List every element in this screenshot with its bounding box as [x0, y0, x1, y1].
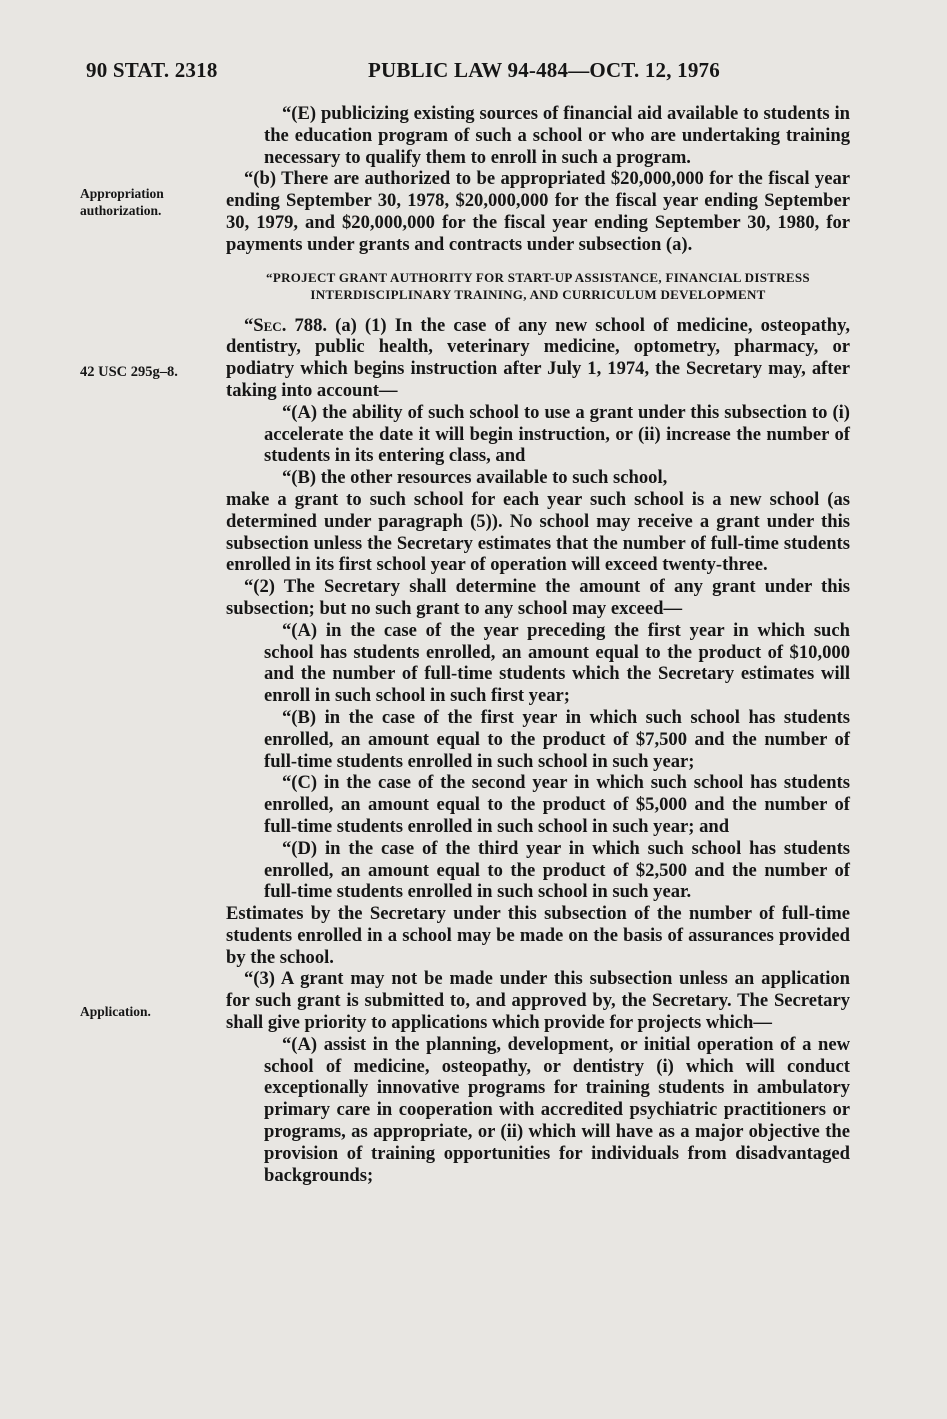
- section-label: “Sec.: [244, 314, 287, 336]
- paragraph-2-c: “(C) in the case of the second year in which such school has students enrolled, an amount equal to the product of $5,000 and the number of full-time students enrolled in such school in such year; and: [264, 772, 850, 837]
- section-heading: “PROJECT GRANT AUTHORITY FOR START-UP ASSISTANCE, FINANCIAL DISTRESS INTERDISCIPLINARY TRAINING, AND CURRICULUM DEVELOPMENT: [266, 269, 810, 302]
- paragraph-make-grant: make a grant to such school for each year such school is a new school (as determined under paragraph (5)). No school may receive a grant under this subsection unless the Secretary estimates that the number of full-time students enrolled in its first school year of operation will exceed twenty-three.: [226, 488, 850, 576]
- paragraph-a1-b: “(B) the other resources available to such school,: [282, 467, 668, 489]
- paragraph-e: “(E) publicizing existing sources of financial aid available to students in the education program of such a school or who are undertaking training necessary to qualify them to enroll in such a program.: [264, 103, 850, 168]
- statute-reference: 90 STAT. 2318: [86, 58, 218, 82]
- paragraph-a1-a: “(A) the ability of such school to use a grant under this subsection to (i) accelerate the date it will begin instruction, or (ii) increase the number of students in its entering class, and: [264, 401, 850, 467]
- paragraph-3-a: “(A) assist in the planning, development, or initial operation of a new school of medicine, osteopathy, or dentistry (i) which will conduct exceptionally innovative programs for training students in ambulatory primary care in cooperation with accredited psychiatric practitioners or programs, as appropriate, or (ii) which will have as a major objective the provision of training opportunities for individuals from disadvantaged backgrounds;: [264, 1033, 850, 1186]
- page-header: [86, 58, 856, 88]
- public-law-reference: PUBLIC LAW 94-484—OCT. 12, 1976: [368, 58, 720, 82]
- paragraph-2: “(2) The Secretary shall determine the amount of any grant under this subsection; but no such grant to any school may exceed—: [226, 576, 850, 619]
- margin-note-appropriation: Appropriation authorization.: [80, 186, 164, 218]
- margin-note-application: Application.: [80, 1004, 151, 1019]
- paragraph-sec-788: [226, 315, 850, 402]
- document-body: [226, 103, 850, 1186]
- paragraph-2-a: “(A) in the case of the year preceding the first year in which such school has students enrolled, an amount equal to the product of $10,000 and the number of full-time students which the Secretary estimates will enroll in such school in such first year;: [264, 619, 850, 707]
- paragraph-2-b: “(B) in the case of the first year in which such school has students enrolled, an amount equal to the product of $7,500 and the number of full-time students enrolled in such school in such year;: [264, 706, 850, 772]
- paragraph-2-d: “(D) in the case of the third year in which such school has students enrolled, an amount equal to the product of $2,500 and the number of full-time students enrolled in such school in such year.: [264, 837, 850, 903]
- paragraph-3: “(3) A grant may not be made under this subsection unless an application for such grant is submitted to, and approved by, the Secretary. The Secretary shall give priority to applications which provide for projects which—: [226, 968, 850, 1034]
- paragraph-b: “(b) There are authorized to be appropriated $20,000,000 for the fiscal year ending September 30, 1978, $20,000,000 for the fiscal year ending September 30, 1979, and $20,000,000 for the fiscal year ending September 30, 1980, for payments under grants and contracts under subsection (a).: [226, 168, 850, 255]
- paragraph-estimates: Estimates by the Secretary under this subsection of the number of full-time students enrolled in a school may be made on the basis of assurances provided by the school.: [226, 903, 850, 968]
- section-text: 788. (a) (1) In the case of any new school of medicine, osteopathy, dentistry, public health, veterinary medicine, optometry, pharmacy, or podiatry which begins instruction after July 1, 1974, the Secretary may, after taking into account—: [226, 314, 850, 401]
- margin-note-usc: 42 USC 295g–8.: [80, 364, 178, 380]
